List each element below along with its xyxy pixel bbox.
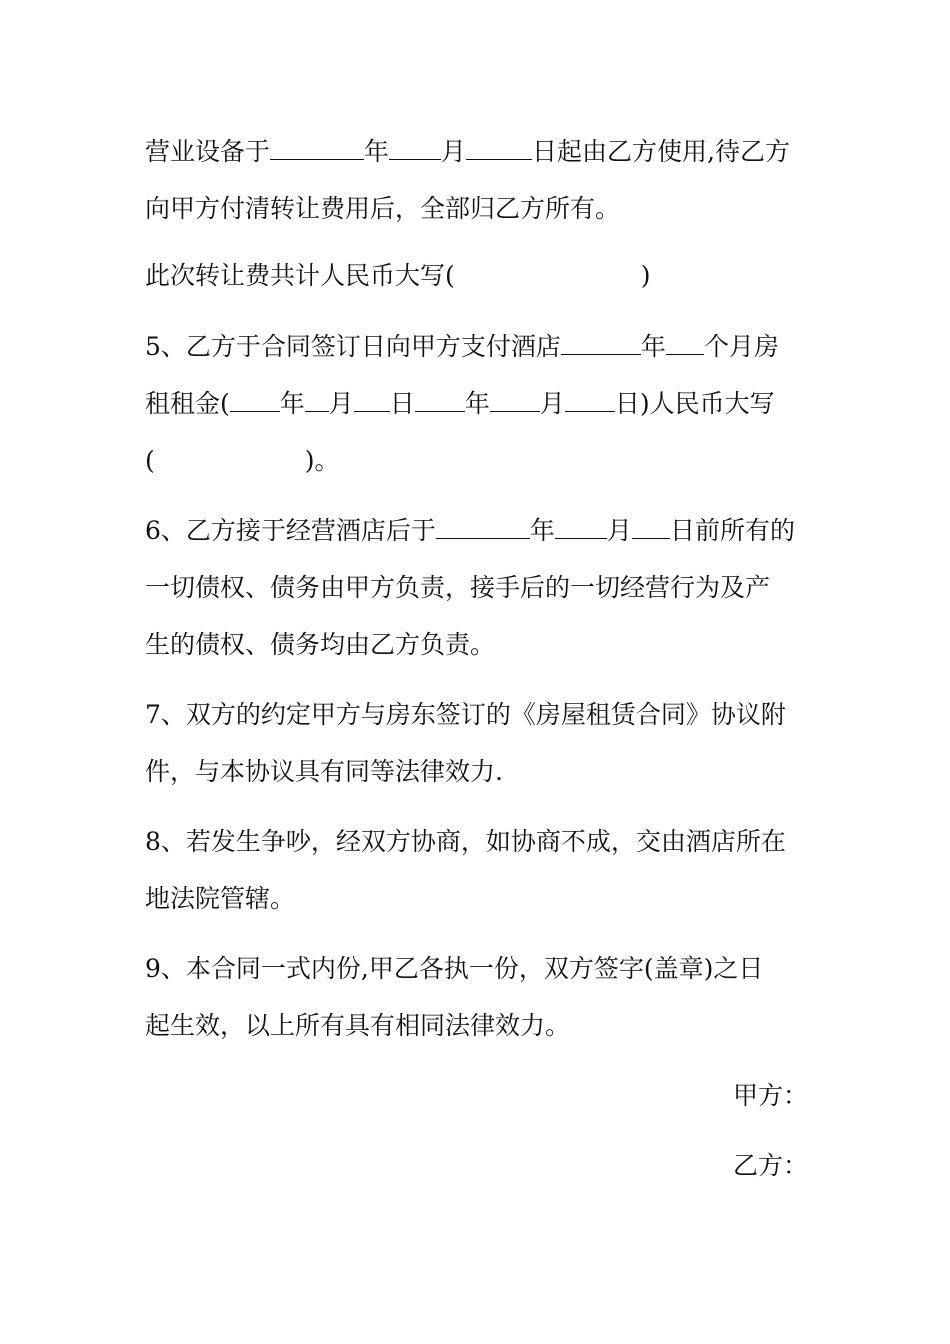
text-line xyxy=(145,625,810,665)
text-segment: 日)人民币大写 xyxy=(614,389,775,418)
text-line xyxy=(145,384,810,424)
text-segment: 营业设备于 xyxy=(145,137,271,166)
text-segment: 日 xyxy=(389,389,415,418)
fill-in-blank xyxy=(230,385,280,412)
text-segment: 日起由乙方使用,待乙方 xyxy=(532,137,790,166)
fill-in-blank xyxy=(490,385,540,412)
text-line xyxy=(145,327,810,367)
text-segment: 生的债权、债务均由乙方负责。 xyxy=(145,630,496,659)
fill-in-blank xyxy=(415,385,465,412)
fill-in-blank xyxy=(561,328,641,355)
text-segment: 月 xyxy=(328,389,354,418)
text-segment: 年 xyxy=(464,389,490,418)
text-line xyxy=(145,822,810,862)
text-line xyxy=(145,1006,810,1046)
text-line xyxy=(145,879,810,919)
text-segment: 年 xyxy=(529,516,555,545)
text-segment: 7、双方的约定甲方与房东签订的《房屋租赁合同》协议附 xyxy=(145,700,786,729)
text-line xyxy=(145,189,810,229)
fill-in-blank xyxy=(354,385,390,412)
text-line xyxy=(145,441,810,481)
party-b-signature-label: 乙方： xyxy=(733,1151,809,1180)
text-segment: 年 xyxy=(364,137,390,166)
text-segment: 地法院管辖。 xyxy=(145,884,296,913)
text-segment: 月 xyxy=(539,389,565,418)
fill-in-blank xyxy=(555,512,607,539)
text-segment: 租租金( xyxy=(145,389,230,418)
party-a-signature-label: 甲方： xyxy=(733,1081,809,1110)
text-line xyxy=(145,949,810,989)
text-line xyxy=(145,256,810,296)
text-segment: ) xyxy=(640,261,651,290)
text-segment: 一切债权、债务由甲方负责，接手后的一切经营行为及产 xyxy=(145,573,771,602)
text-segment: 年 xyxy=(279,389,305,418)
text-segment: 6、乙方接于经营酒店后于 xyxy=(145,516,436,545)
text-segment: 8、若发生争吵，经双方协商，如协商不成，交由酒店所在 xyxy=(145,827,786,856)
fill-in-blank xyxy=(436,512,530,539)
fill-in-blank xyxy=(632,512,670,539)
text-segment: 起生效，以上所有具有相同法律效力。 xyxy=(145,1011,571,1040)
text-line xyxy=(145,132,810,172)
text-line xyxy=(145,511,810,551)
fill-in-blank xyxy=(305,385,329,412)
text-segment: 年 xyxy=(640,332,666,361)
text-segment: 向甲方付清转让费用后，全部归乙方所有。 xyxy=(145,194,621,223)
text-segment: )。 xyxy=(304,446,340,475)
fill-in-blank xyxy=(666,328,704,355)
text-segment: 月 xyxy=(441,137,467,166)
text-line xyxy=(145,752,810,792)
text-segment: ( xyxy=(145,446,155,475)
text-line xyxy=(145,568,810,608)
fill-in-blank xyxy=(270,133,364,160)
text-segment: 9、本合同一式内份,甲乙各执一份，双方签字(盖章)之日 xyxy=(145,954,764,983)
fill-in-blank xyxy=(565,385,615,412)
text-line xyxy=(145,695,810,735)
text-segment: 5、乙方于合同签订日向甲方支付酒店 xyxy=(145,332,561,361)
text-segment: 日前所有的 xyxy=(669,516,795,545)
text-segment: 件，与本协议具有同等法律效力. xyxy=(145,757,503,786)
fill-in-blank xyxy=(466,133,532,160)
fill-in-blank xyxy=(389,133,441,160)
text-segment: 个月房 xyxy=(703,332,779,361)
text-segment: 月 xyxy=(606,516,632,545)
text-segment: 此次转让费共计人民币大写( xyxy=(145,261,455,290)
